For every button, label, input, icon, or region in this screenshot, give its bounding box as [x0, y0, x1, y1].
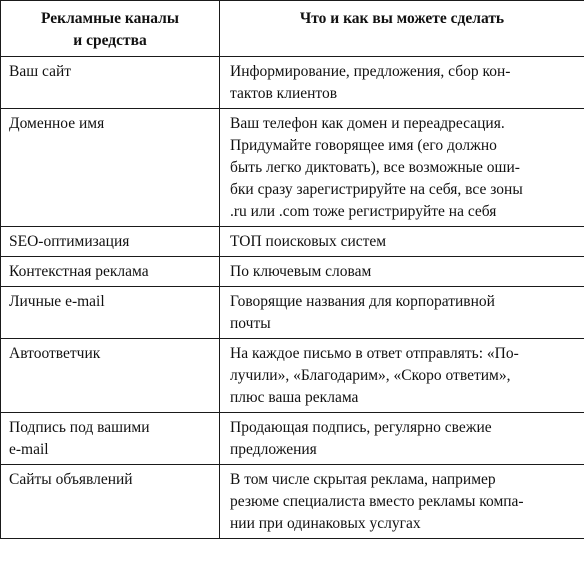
action-cell: Информирование, предложения, сбор кон- тактов клиентов: [220, 57, 584, 109]
header-row: [1, 1, 584, 57]
table-row: [1, 287, 584, 339]
header-actions: Что и как вы можете сделать: [220, 1, 584, 57]
table-body: [1, 57, 584, 539]
action-cell: На каждое письмо в ответ отправлять: «По- лучили», «Благодарим», «Скоро ответим», плюс ваша реклама: [220, 339, 584, 413]
action-cell: Ваш телефон как домен и переадресация. Придумайте говорящее имя (его должно быть легко диктовать), все возможные оши- бки сразу зарегистрируйте на себя, все зоны .ru или .com тоже регистрируйте на себя: [220, 109, 584, 227]
action-cell: Говорящие названия для корпоративной почты: [220, 287, 584, 339]
table-row: [1, 227, 584, 257]
channel-cell: Подпись под вашими e-mail: [1, 413, 220, 465]
channel-cell: Ваш сайт: [1, 57, 220, 109]
action-cell: В том числе скрытая реклама, например резюме специалиста вместо рекламы компа- нии при одинаковых услугах: [220, 465, 584, 539]
channel-cell: Доменное имя: [1, 109, 220, 227]
table-row: [1, 465, 584, 539]
channel-cell: Контекстная реклама: [1, 257, 220, 287]
channel-cell: Автоответчик: [1, 339, 220, 413]
channel-cell: Личные e-mail: [1, 287, 220, 339]
table-row: [1, 109, 584, 227]
action-cell: По ключевым словам: [220, 257, 584, 287]
table-row: [1, 57, 584, 109]
table-row: [1, 413, 584, 465]
action-cell: Продающая подпись, регулярно свежие предложения: [220, 413, 584, 465]
table-row: [1, 257, 584, 287]
table-row: [1, 339, 584, 413]
table-header: [1, 1, 584, 57]
action-cell: ТОП поисковых систем: [220, 227, 584, 257]
channel-cell: Сайты объявлений: [1, 465, 220, 539]
channel-cell: SEO-оптимизация: [1, 227, 220, 257]
header-channels: Рекламные каналы и средства: [1, 1, 220, 57]
